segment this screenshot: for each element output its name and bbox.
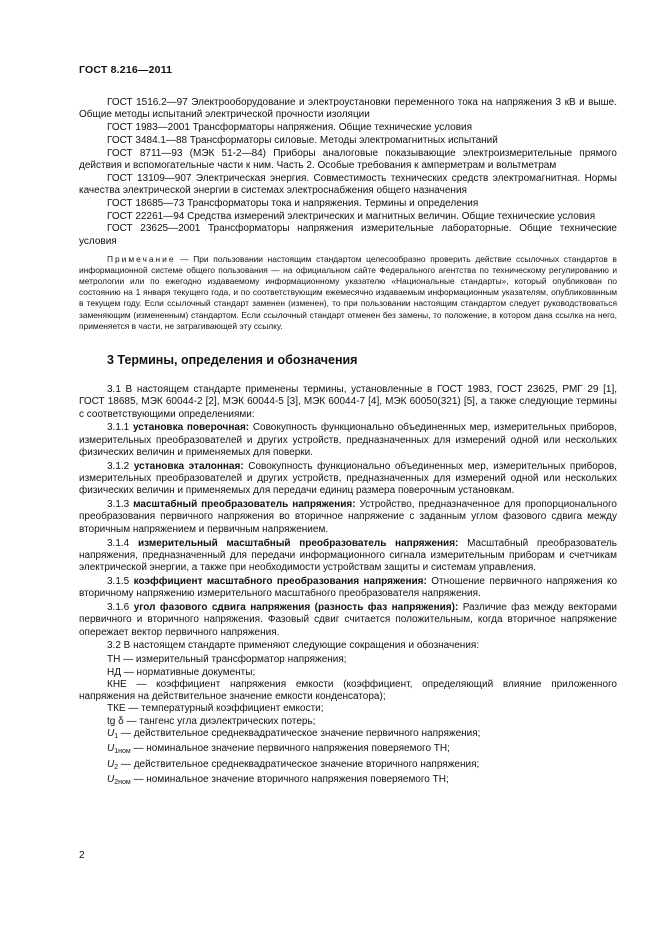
term-number: 3.1.4	[107, 537, 130, 549]
abbreviation-item	[79, 759, 617, 774]
abbreviation-symbol: НД	[107, 666, 121, 678]
abbreviation-item	[79, 703, 617, 715]
abbreviations-list	[79, 654, 617, 789]
term-name: установка эталонная:	[133, 460, 244, 472]
term-number: 3.1.3	[107, 499, 130, 511]
term-number: 3.1.2	[107, 460, 130, 472]
term-def: Устройство, предназначенное для пропорционального преобразования первичного напряжения во вторичное напряжение с заданным углом фазового сдвига между вторичным напряжением и первичным напряжением.	[79, 499, 617, 535]
term-name: угол фазового сдвига напряжения (разность фаз напряжения):	[133, 602, 459, 614]
abbreviation-item	[79, 716, 617, 728]
term-number: 3.1.6	[107, 602, 130, 614]
abbreviation-item	[79, 654, 617, 666]
normative-references	[79, 97, 617, 248]
abbreviation-item	[79, 743, 617, 758]
abbreviation-subscript: 1	[114, 733, 119, 741]
reference-item: ГОСТ 18685—73 Трансформаторы тока и напряжения. Термины и определения	[107, 197, 479, 209]
abbreviation-def: — действительное среднеквадратическое значение первичного напряжения;	[120, 728, 481, 740]
abbreviation-symbol: ТКЕ	[107, 703, 126, 715]
term-name: масштабный преобразователь напряжения:	[133, 499, 356, 511]
abbreviation-def: — номинальное значение вторичного напряжения поверяемого ТН;	[133, 773, 449, 785]
term-definition	[79, 538, 617, 575]
reference-item: ГОСТ 8711—93 (МЭК 51-2—84) Приборы аналоговые показывающие электроизмерительные прямого действия и вспомогательные части к ним. Часть 2. Особые требования к амперметрам и вольтметрам	[79, 147, 617, 171]
abbreviation-def: — коэффициент напряжения емкости (коэффициент, определяющий влияние приложенного напряжения на действительное значение емкости конденсатора);	[79, 678, 617, 703]
abbreviation-subscript: 2ном	[114, 778, 131, 786]
reference-item: ГОСТ 1983—2001 Трансформаторы напряжения. Общие технические условия	[107, 122, 473, 134]
abbreviation-symbol: ТН	[107, 654, 121, 666]
abbreviation-def: — действительное среднеквадратическое значение вторичного напряжения;	[120, 758, 480, 770]
term-definition	[79, 422, 617, 459]
abbreviation-def: — номинальное значение первичного напряжения поверяемого ТН;	[133, 743, 450, 755]
term-definition	[79, 499, 617, 536]
abbreviation-item	[79, 667, 617, 679]
term-definition	[79, 461, 617, 498]
abbreviation-subscript: 2	[114, 763, 119, 771]
document-body	[79, 97, 617, 789]
term-number: 3.1.1	[107, 422, 130, 434]
reference-item: ГОСТ 1516.2—97 Электрооборудование и электроустановки переменного тока на напряжения 3 кВ и выше. Общие методы испытаний электрической прочности изоляции	[79, 97, 617, 121]
term-definition	[79, 576, 617, 601]
abbreviation-def: — температурный коэффициент емкости;	[128, 703, 324, 715]
term-definition	[79, 602, 617, 639]
clause-3-2: 3.2 В настоящем стандарте применяют следующие сокращения и обозначения:	[107, 640, 480, 652]
abbreviation-symbol: U	[107, 773, 115, 785]
term-def: Различие фаз между векторами первичного и вторичного напряжения. Фазовый сдвиг считается положительным, когда вторичное напряжение опережает вектор первичного напряжения.	[79, 602, 618, 638]
reference-item: ГОСТ 13109—907 Электрическая энергия. Совместимость технических средств электромагнитная. Нормы качества электрической энергии в системах электроснабжения общего назначения	[79, 172, 617, 197]
abbreviation-subscript: 1ном	[114, 748, 131, 756]
term-name: коэффициент масштабного преобразования напряжения:	[133, 575, 427, 587]
abbreviation-symbol: tg δ	[107, 715, 124, 727]
abbreviation-symbol: U	[107, 743, 115, 755]
term-def: Масштабный преобразователь напряжения, предназначенный для передачи информационного сигнала измерительным приборам и счетчикам электрической энергии, а также при необходимости устройствам защиты и системам управления.	[79, 537, 618, 574]
term-name: установка поверочная:	[132, 422, 250, 434]
document-header: ГОСТ 8.216—2011	[79, 64, 173, 76]
abbreviation-symbol: U	[107, 758, 115, 770]
page-number: 2	[79, 850, 85, 861]
abbreviation-item	[79, 679, 617, 704]
abbreviation-def: — нормативные документы;	[123, 666, 256, 678]
term-name: измерительный масштабный преобразователь напряжения:	[137, 537, 459, 549]
note-paragraph	[79, 254, 617, 332]
reference-item: ГОСТ 3484.1—88 Трансформаторы силовые. Методы электромагнитных испытаний	[107, 134, 498, 146]
terms-list	[79, 384, 617, 653]
abbreviation-def: — измерительный трансформатор напряжения;	[123, 654, 347, 666]
clause-3-1: 3.1 В настоящем стандарте применены термины, установленные в ГОСТ 1983, ГОСТ 23625, РМГ 29 [1], ГОСТ 18685, МЭК 60044-2 [2], МЭК 60044-5 [3], МЭК 60044-7 [4], МЭК 60050(321) [5], а также следующие термины с соответствующими определениями:	[79, 384, 617, 420]
reference-item: ГОСТ 23625—2001 Трансформаторы напряжения измерительные лабораторные. Общие технические условия	[79, 223, 617, 247]
note-label: Примечание	[107, 254, 176, 265]
term-number: 3.1.5	[107, 575, 130, 587]
term-def: Отношение первичного напряжения ко вторичному напряжению измерительного масштабного преобразователя напряжения.	[79, 575, 618, 600]
abbreviation-symbol: U	[107, 728, 115, 740]
abbreviation-item	[79, 728, 617, 743]
term-def: Совокупность функционально объединенных мер, измерительных приборов, измерительных преобразователей и других устройств, предназначенных для измерений одной или нескольких физических величин и применяемых для поверки.	[79, 422, 618, 458]
term-def: Совокупность функционально объединенных мер, измерительных приборов, измерительных преобразователей и других устройств, предназначенных для измерений одной или нескольких физических величин и применяемых для передачи единиц размера поверочным установкам.	[79, 460, 617, 497]
reference-item: ГОСТ 22261—94 Средства измерений электрических и магнитных величин. Общие технические условия	[107, 210, 596, 222]
abbreviation-def: — тангенс угла диэлектрических потерь;	[126, 715, 316, 727]
section-heading: 3 Термины, определения и обозначения	[107, 352, 358, 367]
abbreviation-symbol: КНЕ	[107, 678, 127, 690]
note-text: — При пользовании настоящим стандартом целесообразно проверить действие ссылочных стандартов в информационной системе общего пользования — на официальном сайте Федерального агентства по техническому регулированию и метрологии или по ежегодно издаваемому информационному указателю «Национальные стандарты», который опубликован по состоянию на 1 января текущего года, и по соответствующим ежемесячно издаваемым информационным указателям, опубликованным в текущем году. Если ссылочный стандарт заменен (изменен), то при пользовании настоящим стандартом следует руководствоваться заменяющим (измененным) стандартом. Если ссылочный стандарт отменен без замены, то положение, в котором дана ссылка на него, применяется в части, не затрагивающей эту ссылку.	[79, 254, 618, 331]
abbreviation-item	[79, 774, 617, 789]
